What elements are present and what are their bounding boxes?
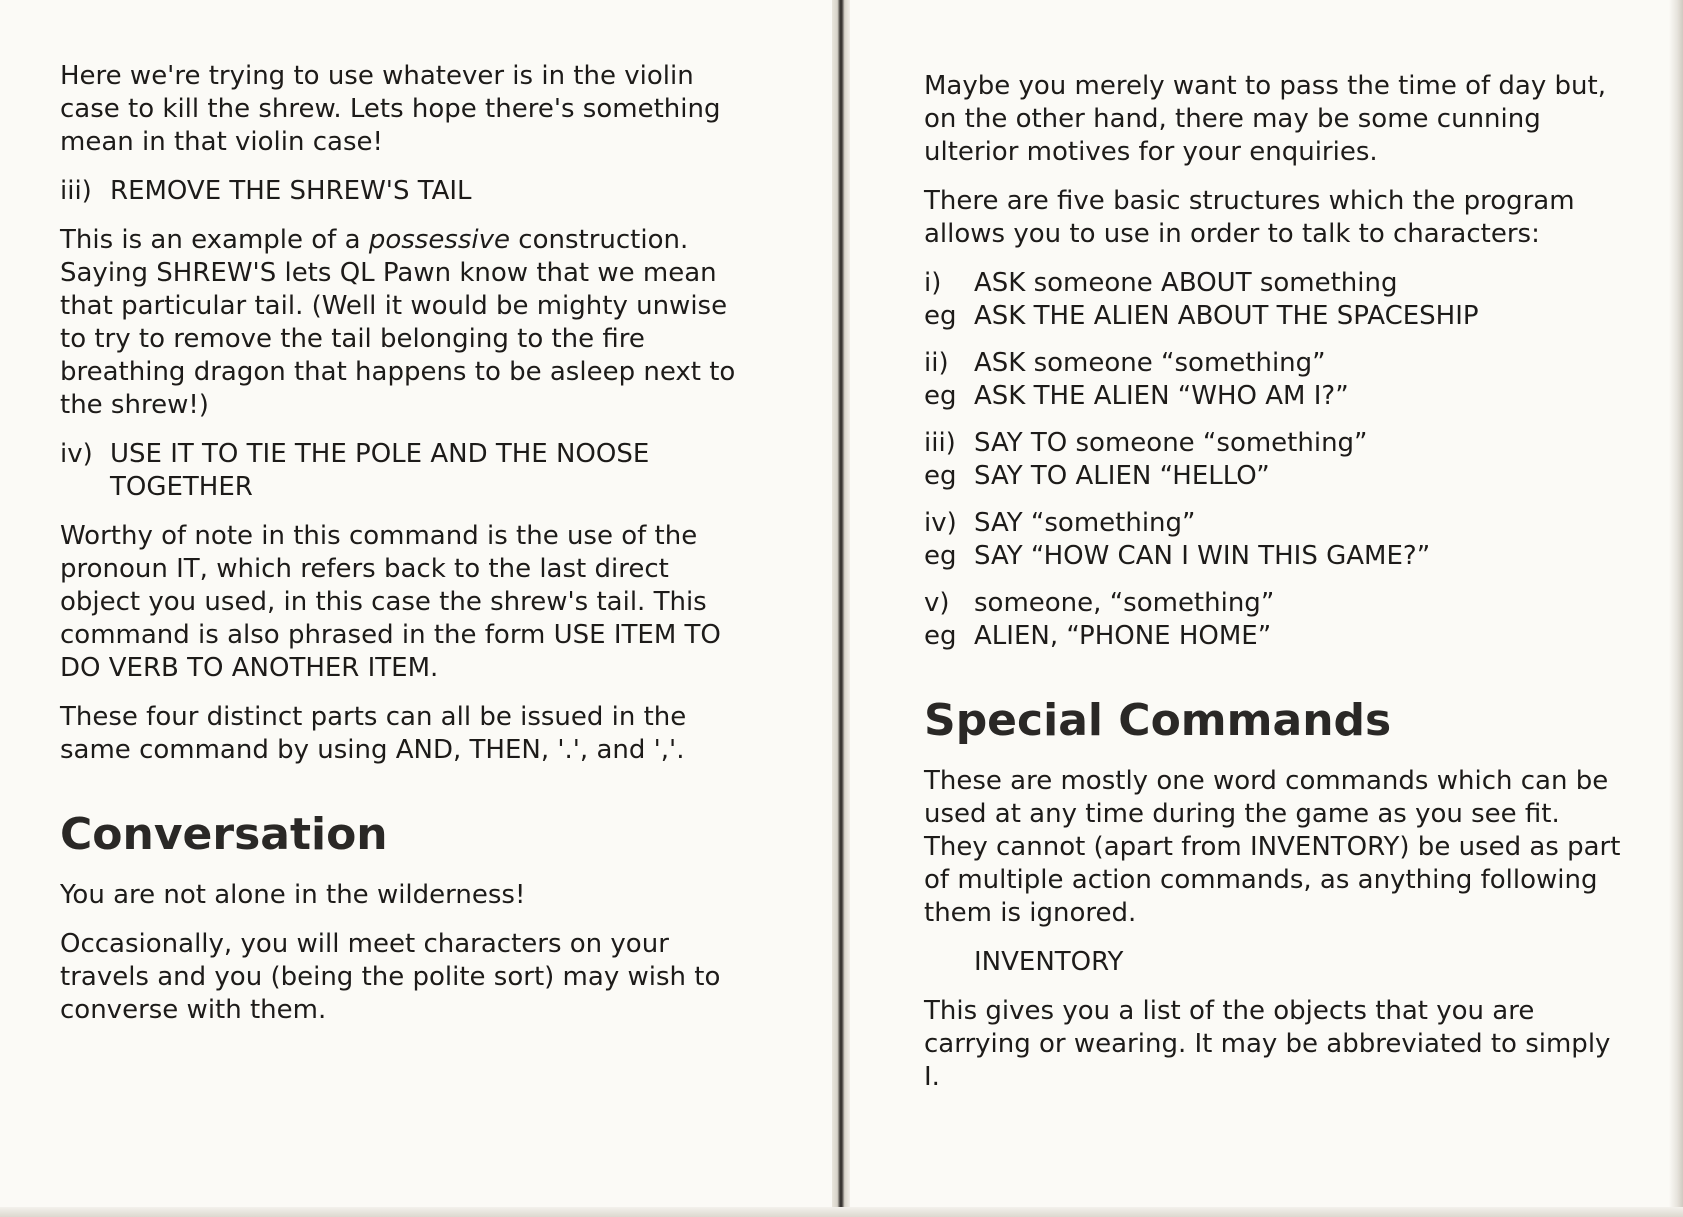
structure-form: someone, “something” — [974, 588, 1275, 618]
book-gutter — [832, 0, 850, 1217]
structure-form: ASK someone ABOUT something — [974, 268, 1398, 298]
command-text: REMOVE THE SHREW'S TAIL — [110, 176, 472, 206]
structure-label: v) — [924, 588, 950, 618]
command-label: iii) — [60, 176, 92, 206]
command-text: USE IT TO TIE THE POLE AND THE NOOSE TOGETHER — [110, 439, 650, 502]
structure-label: iii) — [924, 428, 956, 458]
structure-item — [924, 587, 1625, 653]
command-example — [60, 175, 754, 208]
page-edge — [0, 1207, 1683, 1217]
section-heading: Special Commands — [924, 695, 1392, 746]
eg-label: eg — [924, 541, 957, 571]
structure-item — [924, 427, 1625, 493]
command-example — [60, 438, 754, 504]
paragraph: There are five basic structures which the program allows you to use in order to talk to characters: — [924, 186, 1575, 249]
paragraph: Here we're trying to use whatever is in the violin case to kill the shrew. Lets hope there's something mean in that violin case! — [60, 61, 721, 157]
paragraph: Occasionally, you will meet characters on your travels and you (being the polite sort) may wish to converse with them. — [60, 929, 721, 1025]
eg-label: eg — [924, 301, 957, 331]
structure-form: ASK someone “something” — [974, 348, 1326, 378]
structure-example: ASK THE ALIEN “WHO AM I?” — [974, 381, 1349, 411]
structure-form: SAY TO someone “something” — [974, 428, 1368, 458]
structure-item — [924, 267, 1625, 333]
structure-label: ii) — [924, 348, 949, 378]
eg-label: eg — [924, 461, 957, 491]
eg-label: eg — [924, 381, 957, 411]
emphasis-text: possessive — [368, 225, 511, 255]
text-span: This is an example of a — [60, 225, 369, 255]
right-page — [850, 0, 1683, 1217]
structure-item — [924, 507, 1625, 573]
paragraph: These are mostly one word commands which can be used at any time during the game as you see fit. They cannot (apart from INVENTORY) be used as part of multiple action commands, as anything following them is ignored. — [924, 766, 1621, 928]
paragraph: Maybe you merely want to pass the time of day but, on the other hand, there may be some cunning ulterior motives for your enquiries. — [924, 71, 1606, 167]
paragraph: You are not alone in the wilderness! — [60, 880, 526, 910]
structure-item — [924, 347, 1625, 413]
paragraph: This gives you a list of the objects that you are carrying or wearing. It may be abbreviated to simply I. — [924, 996, 1611, 1092]
paragraph: These four distinct parts can all be issued in the same command by using AND, THEN, '.', and ','. — [60, 702, 687, 765]
section-heading: Conversation — [60, 809, 388, 860]
command-label: iv) — [60, 439, 93, 469]
structure-label: i) — [924, 268, 942, 298]
structure-label: iv) — [924, 508, 957, 538]
structure-example: ALIEN, “PHONE HOME” — [974, 621, 1272, 651]
left-page — [0, 0, 838, 1217]
paragraph: Worthy of note in this command is the use of the pronoun IT, which refers back to the last direct object you used, in this case the shrew's tail. This command is also phrased in the form USE ITEM TO DO VERB TO ANOTHER ITEM. — [60, 521, 721, 683]
text-span: construction. Saying SHREW'S lets QL Pawn know that we mean that particular tail. (Well it would be mighty unwise to try to remove the tail belonging to the fire breathing dragon that happens to be asleep next to the shrew!) — [60, 225, 736, 420]
page-edge — [1669, 0, 1683, 1217]
structure-example: ASK THE ALIEN ABOUT THE SPACESHIP — [974, 301, 1479, 331]
structure-example: SAY TO ALIEN “HELLO” — [974, 461, 1270, 491]
eg-label: eg — [924, 621, 957, 651]
paragraph — [60, 224, 754, 422]
structure-form: SAY “something” — [974, 508, 1196, 538]
command-name: INVENTORY — [974, 947, 1124, 977]
structure-example: SAY “HOW CAN I WIN THIS GAME?” — [974, 541, 1431, 571]
